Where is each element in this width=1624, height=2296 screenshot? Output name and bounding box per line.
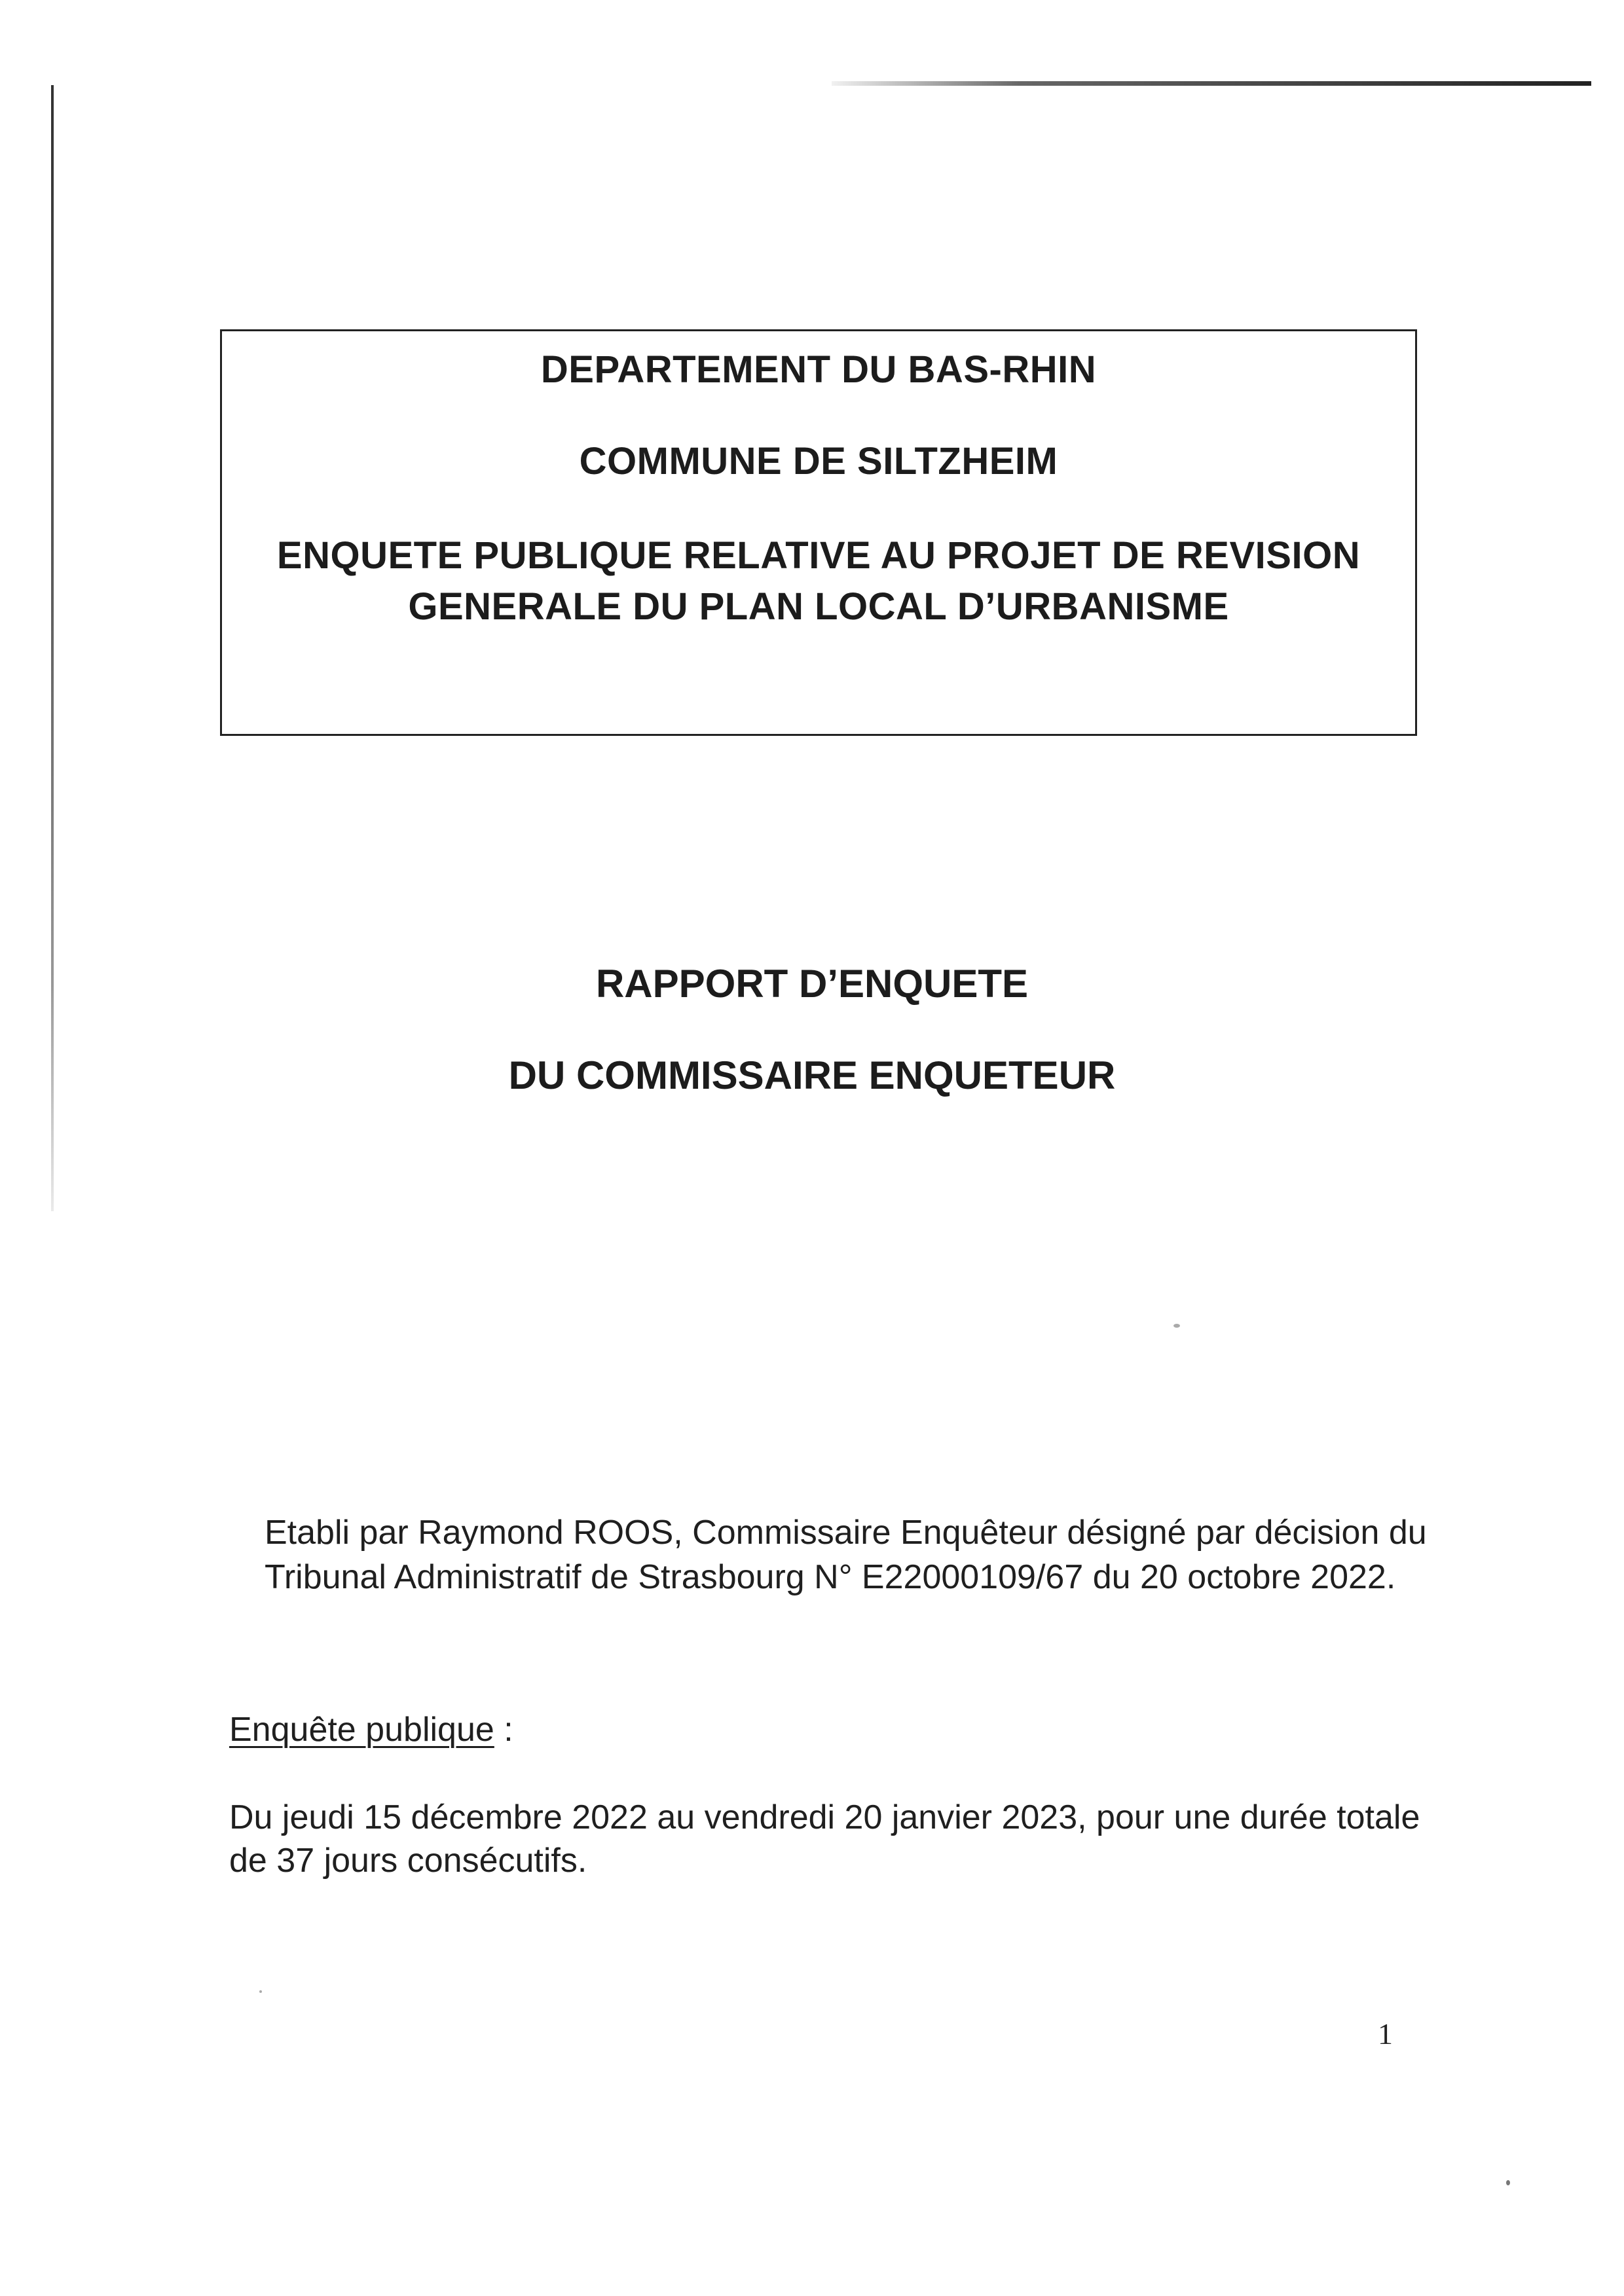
inquiry-dates-line2: de 37 jours consécutifs. [229,1842,587,1880]
inquiry-dates-line1: Du jeudi 15 décembre 2022 au vendredi 20 janvier 2023, pour une durée totale [229,1798,1420,1836]
commune-title: COMMUNE DE SILTZHEIM [579,440,1058,483]
scan-speck [259,1990,262,1993]
author-line2: Tribunal Administratif de Strasbourg N° E22000109/67 du 20 octobre 2022. [265,1558,1396,1596]
inquiry-heading-label: Enquête publique [229,1711,494,1749]
department-title: DEPARTEMENT DU BAS-RHIN [540,348,1097,391]
author-line1: Etabli par Raymond ROOS, Commissaire Enquêteur désigné par décision du [265,1514,1427,1552]
scan-edge-top [832,81,1591,86]
scan-speck [1173,1324,1180,1328]
scan-edge-left [51,85,54,1211]
enquiry-title-line2: GENERALE DU PLAN LOCAL D’URBANISME [408,585,1229,628]
inquiry-heading [229,1702,513,1757]
scan-speck [1506,2180,1510,2185]
report-title: RAPPORT D’ENQUETE [595,962,1029,1006]
enquiry-title-line1: ENQUETE PUBLIQUE RELATIVE AU PROJET DE REVISION [276,534,1361,577]
inquiry-heading-suffix: : [494,1711,513,1749]
header-box [220,329,1417,736]
page-number: 1 [1378,2017,1393,2050]
report-subtitle: DU COMMISSAIRE ENQUETEUR [508,1053,1116,1097]
